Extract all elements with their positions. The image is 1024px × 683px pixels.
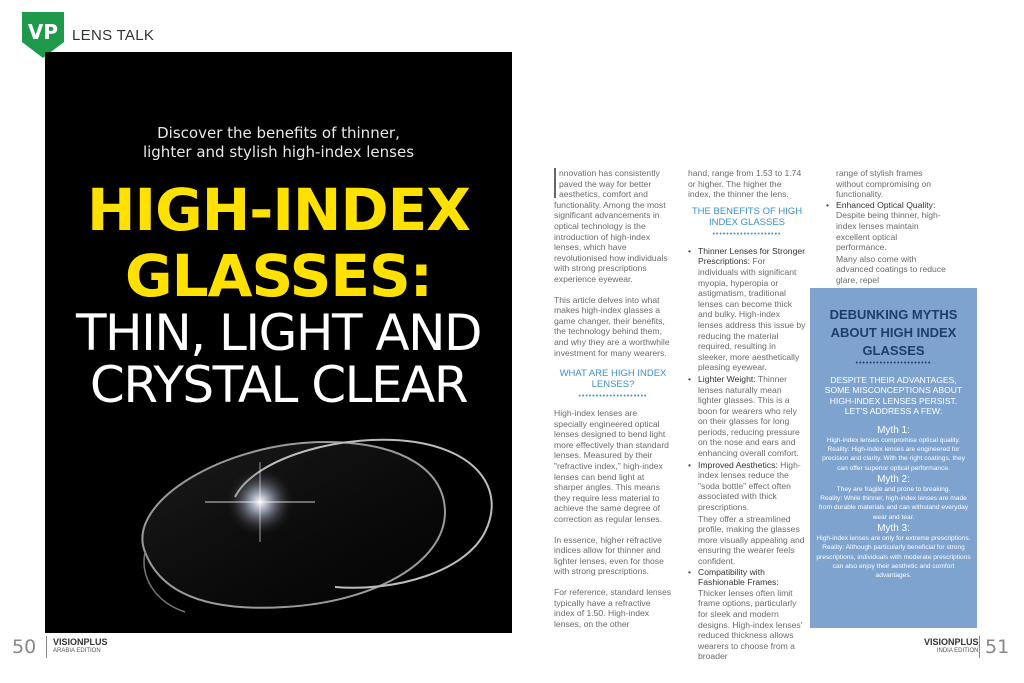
paragraph: This article delves into what makes high-index glasses a game changer, their benefits, the technology behind them, and why they are a worthwhile investment for many wearers.: [554, 294, 670, 358]
myth-2-text: They are fragile and prone to breaking.: [836, 485, 951, 493]
benefits-list-cont: [826, 200, 948, 253]
hero-panel: [45, 52, 512, 633]
myth-3-text: High-index lenses are only for extreme prescriptions.: [816, 535, 971, 542]
myth-3-reality: Reality: Although particularly beneficial for strong prescriptions, individuals with moderate prescriptions can also enjoy their aesthetic and comfort advantages.: [816, 544, 971, 580]
divider: [46, 636, 47, 658]
myth-3-heading: Myth 3:: [877, 523, 910, 534]
page-number-right: 51: [985, 636, 1010, 658]
hero-title-line1: HIGH-INDEX: [87, 176, 470, 244]
list-item: • Compatibility with Fashionable Frames: Thicker lenses often limit frame options, particularly for sleek and modern designs. High-index lenses' reduced thickness allows wearers to choose from a broader: [688, 567, 806, 662]
list-continuation: range of stylish frames without compromising on functionality.: [836, 168, 932, 200]
hero-subtitle: [45, 124, 512, 162]
brand-right: [924, 638, 979, 656]
hero-title-line3: THIN, LIGHT AND: [75, 304, 482, 362]
list-item: • Lighter Weight: Thinner lenses naturally mean lighter glasses. This is a boon for wearers who rely on their glasses for long periods, reducing pressure on the nose and ears and enhancing overall comfort.: [688, 374, 806, 459]
myths-intro: DESPITE THEIR ADVANTAGES, SOME MISCONCEPTIONS ABOUT HIGH-INDEX LENSES PERSIST. LET'S ADDRESS A FEW:: [824, 375, 963, 417]
brand-name: VISIONPLUS: [53, 637, 108, 647]
lens-illustration: [85, 402, 505, 622]
article-column-1: [554, 168, 672, 639]
myth-2-reality: Reality: While thinner, high-index lenses are made from durable materials and can withstand everyday wear and tear.: [818, 495, 969, 521]
article-column-2: [688, 168, 806, 663]
myth-1-heading: Myth 1:: [877, 424, 910, 436]
dropcap-i: [554, 168, 556, 198]
myth-1-reality: Reality: High-index lenses are engineered for precision and clarity. With the right coatings, they can offer superior optical performance.: [822, 445, 965, 472]
dotted-divider: ••••••••••••••••••••••: [855, 360, 932, 367]
benefits-list-cont: [688, 567, 806, 662]
svg-text:VP: VP: [27, 20, 59, 44]
paragraph: In essence, higher refractive indices allow for thinner and lighter lenses, even for those with strong prescriptions.: [554, 534, 664, 577]
benefits-list: [688, 246, 806, 513]
hero-title-line2: GLASSES:: [125, 242, 432, 310]
list-continuation: They offer a streamlined profile, making the glasses more visually appealing and ensuring the wearer feels confident.: [698, 513, 805, 566]
subheading-what-are: WHAT ARE HIGH INDEX LENSES?: [559, 368, 667, 391]
dotted-divider: ••••••••••••••••••••: [578, 393, 648, 401]
article-column-3: [826, 168, 948, 286]
hero-subtitle-line1: Discover the benefits of thinner,: [157, 124, 400, 142]
paragraph: For reference, standard lenses typically have a refractive index of 1.50. High-index lenses, on the other: [554, 587, 672, 629]
intro-paragraph: nnovation has consistently paved the way for better aesthetics, comfort and functionality. Among the most significant advancements in optical technology is the introduction of high-index lenses, which have revolutionised how individuals with strong prescriptions experience eyewear.: [554, 168, 668, 284]
hero-title-line4: CRYSTAL CLEAR: [89, 356, 468, 414]
list-continuation: Many also come with advanced coatings to reduce glare, repel: [836, 253, 946, 285]
section-label: LENS TALK: [72, 27, 155, 44]
edition-label: ARABIA EDITION: [53, 648, 101, 654]
paragraph: hand, range from 1.53 to 1.74 or higher. The higher the index, the thinner the lens.: [688, 168, 802, 200]
edition-label: INDIA EDITION: [936, 648, 979, 654]
hero-subtitle-line2: lighter and stylish high-index lenses: [142, 143, 415, 161]
page-number-left: 50: [12, 636, 37, 658]
subheading-benefits: THE BENEFITS OF HIGH INDEX GLASSES: [691, 205, 803, 228]
paragraph: High-index lenses are specially engineered optical lenses designed to bend light more effectively than standard lenses. Measured by their "refractive index," high-index lenses can bend light at sharper angles. This means they require less material to achieve the same degree of correction as regular lenses.: [554, 408, 669, 525]
list-item: • Thinner Lenses for Stronger Prescriptions: For individuals with significant myopia, hyperopia or astigmatism, traditional lenses can become thick and bulky. High-index lenses address this issue by reducing the material required, resulting in sleeker, more aesthetically pleasing eyewear.: [688, 246, 806, 373]
myth-1-text: High-index lenses compromise optical quality.: [826, 436, 961, 444]
brand-name: VISIONPLUS: [924, 637, 979, 647]
list-item: • Enhanced Optical Quality: Despite being thinner, high-index lenses maintain excellent optical performance.: [826, 200, 948, 253]
brand-left: [53, 638, 108, 656]
list-item: • Improved Aesthetics: High-index lenses reduce the "soda bottle" effect often associated with thick prescriptions.: [688, 460, 806, 513]
myths-title: DEBUNKING MYTHS ABOUT HIGH INDEX GLASSES: [829, 307, 958, 358]
divider: [979, 636, 980, 658]
myths-sidebar: [810, 288, 977, 628]
dotted-divider: ••••••••••••••••••••: [712, 230, 782, 238]
myth-2-heading: Myth 2:: [877, 473, 910, 485]
